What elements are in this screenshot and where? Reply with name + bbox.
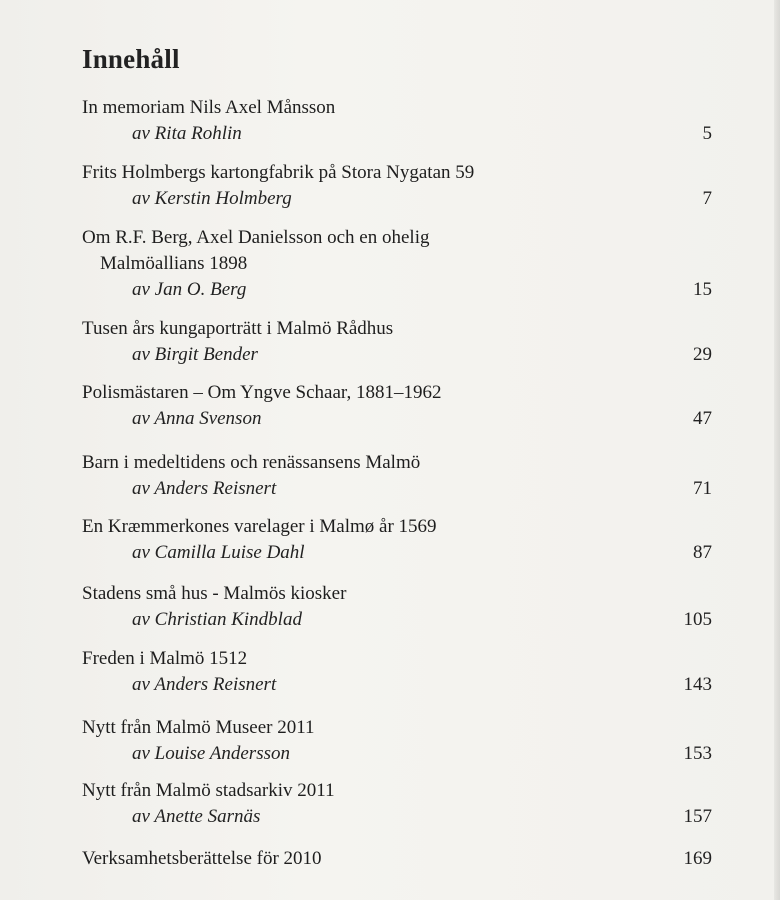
entry-title-continued: Malmöallians 1898 [100,253,248,274]
toc-entry-7 [82,514,712,566]
entry-title: Freden i Malmö 1512 [82,648,248,669]
entry-page-number: 143 [683,674,712,695]
toc-entry-10 [82,715,712,767]
toc-entry-12 [82,846,712,872]
entry-author: av Camilla Luise Dahl [132,542,305,563]
entry-title: Verksamhetsberättelse för 2010 [82,848,322,869]
entry-page-number: 29 [693,344,712,365]
toc-entry-4 [82,316,712,368]
entry-page-number: 153 [683,743,712,764]
entry-title: Barn i medeltidens och renässansens Malmö [82,452,421,473]
toc-heading: Innehåll [82,44,180,74]
entry-title: Tusen års kungaporträtt i Malmö Rådhus [82,318,394,339]
entry-page-number: 15 [693,279,712,300]
entry-page-number: 169 [683,848,712,869]
entry-author: av Kerstin Holmberg [132,188,292,209]
toc-entry-6 [82,450,712,502]
entry-author: av Anders Reisnert [132,674,277,695]
toc-entry-11 [82,778,712,830]
entry-title: Nytt från Malmö Museer 2011 [82,717,315,738]
entry-author: av Anna Svenson [132,408,262,429]
entry-page-number: 105 [683,609,712,630]
entry-author: av Rita Rohlin [132,123,242,144]
toc-entry-8 [82,581,712,633]
entry-author: av Anders Reisnert [132,478,277,499]
entry-author: av Christian Kindblad [132,609,302,630]
entry-author: av Jan O. Berg [132,279,247,300]
entry-page-number: 5 [702,123,712,144]
entry-title: Frits Holmbergs kartongfabrik på Stora Nygatan 59 [82,162,475,183]
entry-page-number: 7 [702,188,712,209]
entry-title: In memoriam Nils Axel Månsson [82,97,336,118]
toc-entry-3 [82,225,712,303]
entry-author: av Birgit Bender [132,344,258,365]
entry-page-number: 157 [683,806,712,827]
toc-entry-2 [82,160,712,212]
entry-page-number: 47 [693,408,712,429]
toc-entry-9 [82,646,712,698]
entry-title: Nytt från Malmö stadsarkiv 2011 [82,780,335,801]
toc-entry-5 [82,380,712,432]
entry-page-number: 71 [693,478,712,499]
entry-title: Om R.F. Berg, Axel Danielsson och en ohelig [82,227,430,248]
entry-title: Stadens små hus - Malmös kiosker [82,583,347,604]
entry-page-number: 87 [693,542,712,563]
entry-title: Polismästaren – Om Yngve Schaar, 1881–1962 [82,382,442,403]
entry-author: av Louise Andersson [132,743,290,764]
toc-entry-1 [82,95,712,147]
entry-title: En Kræmmerkones varelager i Malmø år 1569 [82,516,437,537]
entry-author: av Anette Sarnäs [132,806,261,827]
